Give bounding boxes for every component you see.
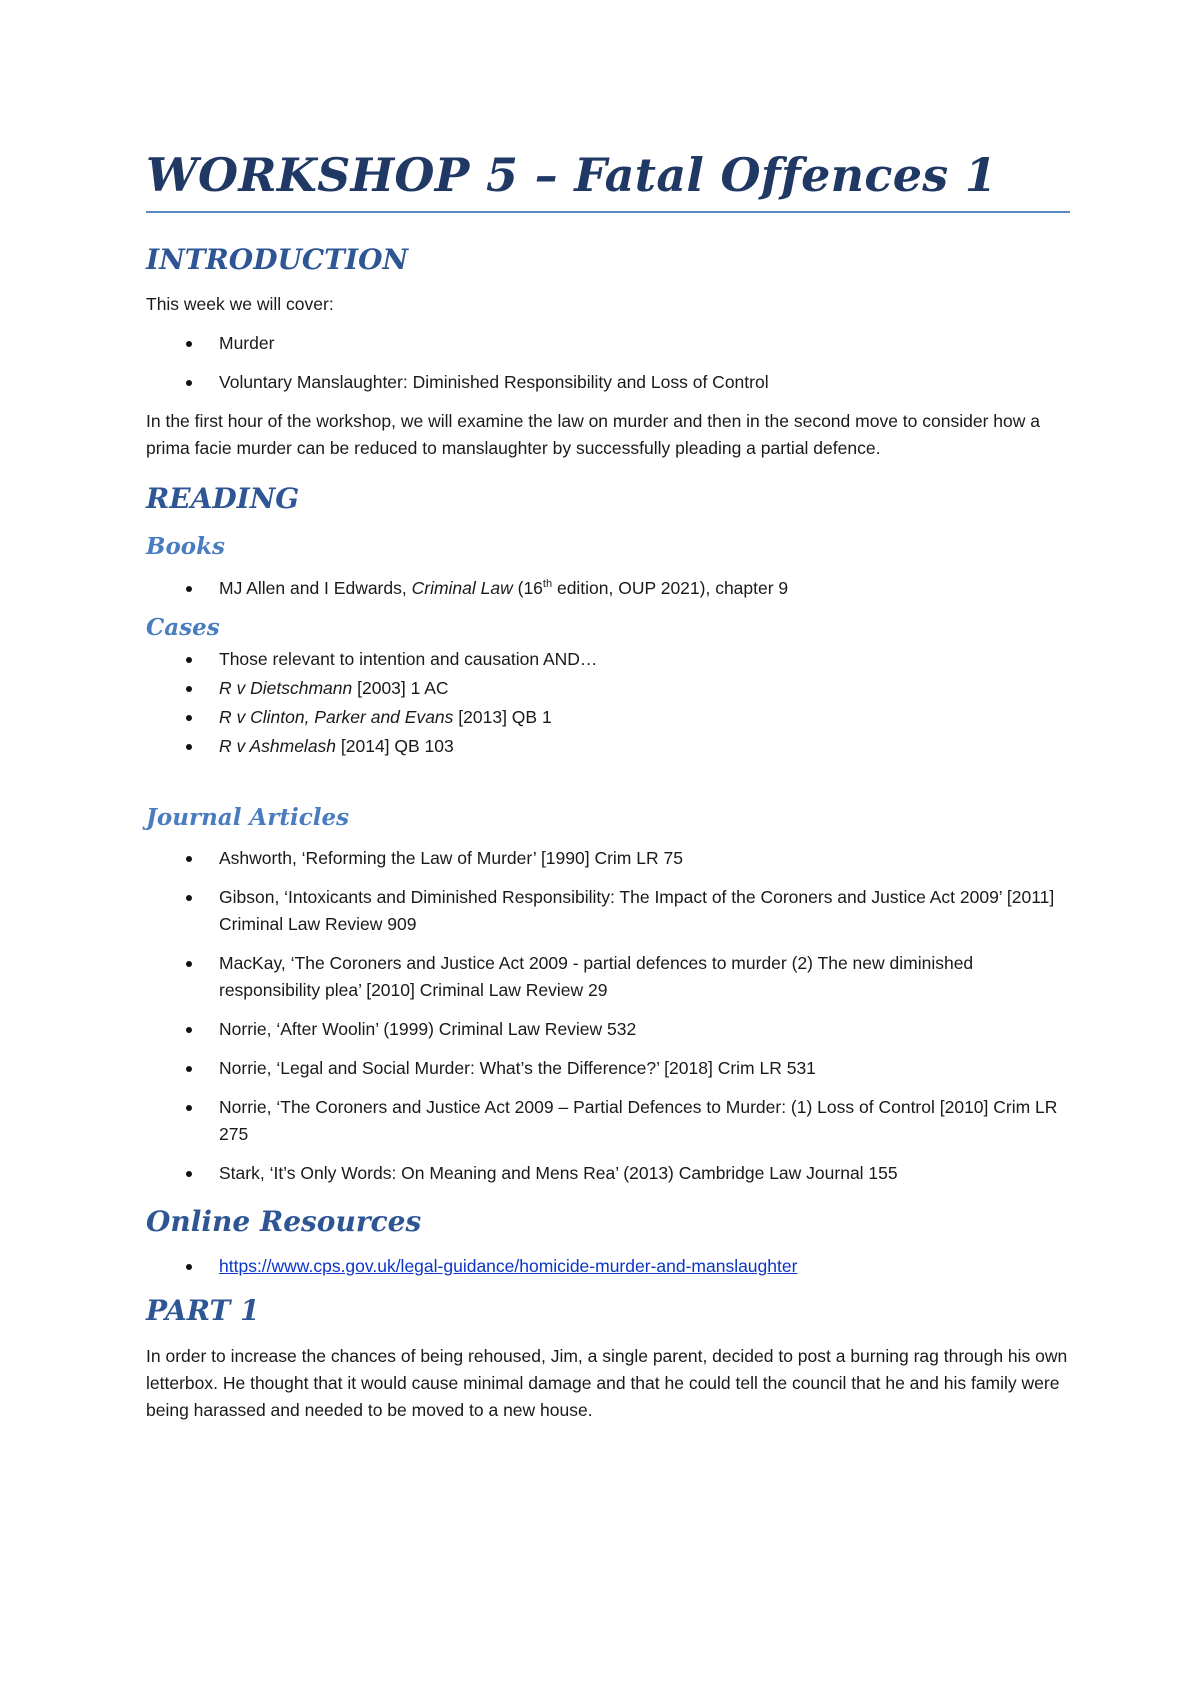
cps-homicide-guidance-link[interactable]: https://www.cps.gov.uk/legal-guidance/homicide-murder-and-manslaughter <box>219 1255 798 1276</box>
introduction-lead: This week we will cover: <box>146 293 334 314</box>
book-item <box>146 575 1070 602</box>
journal-article-item: Norrie, ‘Legal and Social Murder: What’s the Difference?’ [2018] Crim LR 531 <box>146 1055 1070 1082</box>
cases-list <box>146 646 1070 760</box>
journal-article-item: Ashworth, ‘Reforming the Law of Murder’ [1990] Crim LR 75 <box>146 845 1070 872</box>
book-edition-sup: th <box>542 578 553 591</box>
coverage-item-voluntary-manslaughter: Voluntary Manslaughter: Diminished Responsibility and Loss of Control <box>146 369 1070 396</box>
journal-article-item: Stark, ‘It’s Only Words: On Meaning and Mens Rea’ (2013) Cambridge Law Journal 155 <box>146 1160 1070 1187</box>
cases-heading: Cases <box>146 613 220 641</box>
journal-articles-heading: Journal Articles <box>146 803 350 831</box>
reading-heading: READING <box>146 481 300 515</box>
book-authors: MJ Allen and I Edwards, <box>219 577 412 598</box>
part1-paragraph: In order to increase the chances of being rehoused, Jim, a single parent, decided to post a burning rag through his own letterbox. He thought that it would cause minimal damage and that he could tell the council that he and his family were being harassed and needed to be moved to a new house. <box>146 1346 1068 1421</box>
introduction-heading: INTRODUCTION <box>146 243 409 277</box>
document-title: WORKSHOP 5 – Fatal Offences 1 <box>146 148 1070 213</box>
part1-heading: PART 1 <box>146 1293 260 1327</box>
case-name: R v Dietschmann <box>219 677 353 698</box>
book-edition-suffix: edition, OUP 2021), chapter 9 <box>552 577 789 598</box>
journal-article-item: Norrie, ‘The Coroners and Justice Act 2009 – Partial Defences to Murder: (1) Loss of Control [2010] Crim LR 275 <box>146 1094 1070 1148</box>
case-citation: [2013] QB 1 <box>453 706 552 727</box>
introduction-paragraph: In the first hour of the workshop, we will examine the law on murder and then in the second move to consider how a prima facie murder can be reduced to manslaughter by successfully pleading a partial defence. <box>146 410 1040 458</box>
books-heading: Books <box>146 533 226 561</box>
coverage-list <box>146 330 1070 396</box>
online-resource-item <box>146 1253 1070 1280</box>
journal-articles-list <box>146 845 1070 1187</box>
case-name: R v Ashmelash <box>219 735 337 756</box>
case-name: R v Clinton, Parker and Evans <box>219 706 454 727</box>
coverage-item-murder: Murder <box>146 330 1070 357</box>
journal-article-item: MacKay, ‘The Coroners and Justice Act 2009 - partial defences to murder (2) The new diminished responsibility plea’ [2010] Criminal Law Review 29 <box>146 950 1070 1004</box>
journal-article-item: Gibson, ‘Intoxicants and Diminished Responsibility: The Impact of the Coroners and Justice Act 2009’ [2011] Criminal Law Review 909 <box>146 884 1070 938</box>
case-citation: [2003] 1 AC <box>352 677 449 698</box>
book-title: Criminal Law <box>411 577 513 598</box>
case-citation: [2014] QB 103 <box>336 735 454 756</box>
online-resources-heading: Online Resources <box>146 1205 422 1239</box>
case-item <box>146 704 1070 731</box>
book-edition-prefix: (16 <box>512 577 543 598</box>
case-citation: Those relevant to intention and causation AND… <box>219 648 598 669</box>
case-item <box>146 675 1070 702</box>
online-resources-list <box>146 1253 1070 1280</box>
journal-article-item: Norrie, ‘After Woolin’ (1999) Criminal Law Review 532 <box>146 1016 1070 1043</box>
case-item <box>146 733 1070 760</box>
books-list <box>146 575 1070 602</box>
case-item <box>146 646 1070 673</box>
